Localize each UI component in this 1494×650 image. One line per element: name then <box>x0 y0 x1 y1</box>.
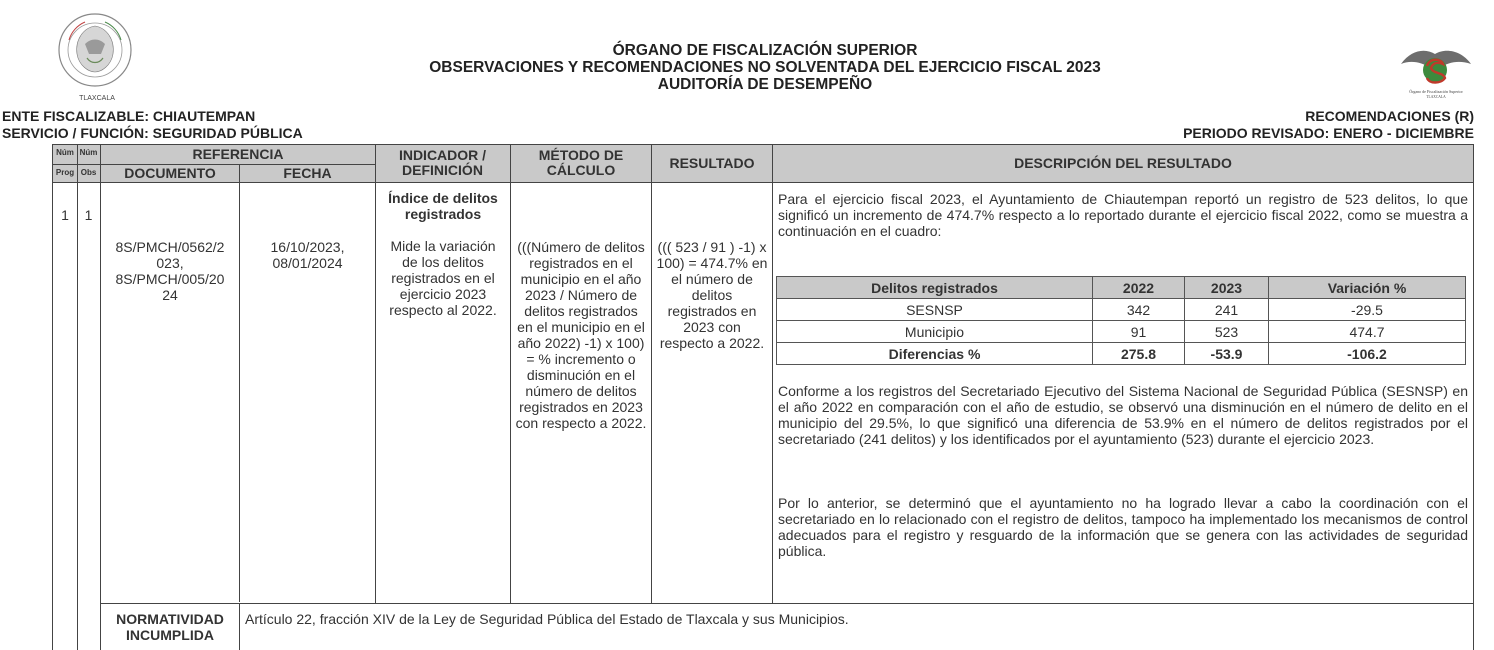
normatividad-text: Artículo 22, fracción XIV de la Ley de Seguridad Pública del Estado de Tlaxcala y sus Municipios. <box>245 611 849 627</box>
num-obs-header-2: Obs <box>80 168 97 177</box>
sesnsp-2022: 342 <box>1093 299 1185 321</box>
row-label-sesnsp: SESNSP <box>777 299 1093 321</box>
ofs-logo <box>1395 38 1477 100</box>
periodo-revisado: PERIODO REVISADO: ENERO - DICIEMBRE <box>1183 125 1474 141</box>
normatividad-label: NORMATIVIDAD INCUMPLIDA <box>116 611 224 643</box>
normatividad-divider <box>101 603 1437 604</box>
diferencias-2023: -53.9 <box>1185 343 1269 365</box>
state-seal-logo <box>55 10 135 98</box>
year-2023-col-header: 2023 <box>1185 277 1269 299</box>
municipio-2022: 91 <box>1093 321 1185 343</box>
col-line-5 <box>510 145 511 603</box>
documento-header: DOCUMENTO <box>124 165 216 181</box>
servicio-funcion: SERVICIO / FUNCIÓN: SEGURIDAD PÚBLICA <box>2 125 303 141</box>
row-documento: 8S/PMCH/0562/2 023, 8S/PMCH/005/20 24 <box>115 239 225 303</box>
diferencias-variacion: -106.2 <box>1269 343 1466 365</box>
sesnsp-2023: 241 <box>1185 299 1269 321</box>
col-line-2 <box>100 145 101 650</box>
table-total-row <box>777 343 1466 365</box>
num-prog-header-2: Prog <box>55 168 75 177</box>
title-line-3: AUDITORÍA DE DESEMPEÑO <box>657 76 873 93</box>
delitos-table <box>776 276 1466 365</box>
desc-paragraph-3: Por lo anterior, se determinó que el ayuntamiento no ha logrado llevar a cabo la coordinación con el secretariado en lo relacionado con el registro de delitos, tampoco ha implementado los mecanismos de control adecuados para el registro y resguardo de la información que se genera con las actividades de seguridad pública. <box>778 495 1468 559</box>
row-metodo: (((Número de delitos registrados en el municipio en el año 2023 / Número de delitos registrados en el municipio en el año 2022) -1) x 100) = % incremento o disminución en el número de delitos registrados en 2023 con respecto a 2022. <box>515 239 647 431</box>
col-line-3 <box>239 164 240 602</box>
desc-paragraph-2: Conforme a los registros del Secretariado Ejecutivo del Sistema Nacional de Seguridad Pública (SESNSP) en el año 2022 en comparación con el año de estudio, se observó una disminución en el número de delito en el municipio del 29.5%, lo que significó una diferencia de 53.9% en el número de delitos registrados por el secretariado (241 delitos) y los identificados por el ayuntamiento (523) durante el ejercicio 2023. <box>778 383 1468 447</box>
table-row <box>777 321 1466 343</box>
row-resultado: ((( 523 / 91 ) -1) x 100) = 474.7% en el número de delitos registrados en 2023 con respecto a 2022. <box>656 239 768 351</box>
descripcion-header: DESCRIPCIÓN DEL RESULTADO <box>1014 155 1232 171</box>
delitos-col-header: Delitos registrados <box>777 277 1093 299</box>
variacion-col-header: Variación % <box>1269 277 1466 299</box>
ente-fiscalizable: ENTE FISCALIZABLE: CHIAUTEMPAN <box>2 108 256 124</box>
document-title <box>300 42 1230 93</box>
observations-table <box>52 144 1474 650</box>
seal-caption: TLAXCALA <box>79 95 115 102</box>
recomendaciones-label: RECOMENDACIONES (R) <box>1305 108 1474 124</box>
num-prog-header-1: Núm <box>56 148 74 157</box>
row-indicador-def: Mide la variación de los delitos registrados en el ejercicio 2023 respecto al 2022. <box>389 238 497 318</box>
row-num-obs: 1 <box>84 207 93 223</box>
row-num-prog: 1 <box>61 207 69 223</box>
col-line-6 <box>651 145 652 603</box>
fecha-header: FECHA <box>283 165 332 181</box>
normatividad-divider-right <box>1437 603 1473 604</box>
ofs-logo-text: Órgano de Fiscalización Superior <box>1409 89 1463 94</box>
col-line-7 <box>772 145 773 603</box>
row-label-diferencias: Diferencias % <box>777 343 1093 365</box>
referencia-header: REFERENCIA <box>192 146 284 162</box>
sesnsp-variacion: -29.5 <box>1269 299 1466 321</box>
row-indicador-title: Índice de delitos registrados <box>388 190 498 222</box>
col-line-normatividad <box>239 603 240 650</box>
ofs-logo-text-2: TLAXCALA <box>1426 95 1446 99</box>
table-row <box>777 299 1466 321</box>
title-line-2: OBSERVACIONES Y RECOMENDACIONES NO SOLVENTADA DEL EJERCICIO FISCAL 2023 <box>429 59 1101 76</box>
metodo-header: MÉTODO DE CÁLCULO <box>538 147 624 178</box>
row-label-municipio: Municipio <box>777 321 1093 343</box>
col-line-4 <box>375 145 376 603</box>
diferencias-2022: 275.8 <box>1093 343 1185 365</box>
delitos-table-header-row <box>777 277 1466 299</box>
desc-paragraph-1: Para el ejercicio fiscal 2023, el Ayuntamiento de Chiautempan reportó un registro de 523 delitos, lo que significó un incremento de 474.7% respecto a lo reportado durante el ejercicio fiscal 2022, como se muestra a continuación en el cuadro: <box>778 191 1468 239</box>
num-obs-header-1: Núm <box>79 148 98 157</box>
resultado-header: RESULTADO <box>669 155 755 171</box>
municipio-2023: 523 <box>1185 321 1269 343</box>
year-2022-col-header: 2022 <box>1093 277 1185 299</box>
title-line-1: ÓRGANO DE FISCALIZACIÓN SUPERIOR <box>612 42 918 59</box>
row-fecha: 16/10/2023, 08/01/2024 <box>270 239 345 271</box>
municipio-variacion: 474.7 <box>1269 321 1466 343</box>
indicador-header: INDICADOR / DEFINICIÓN <box>398 147 487 178</box>
